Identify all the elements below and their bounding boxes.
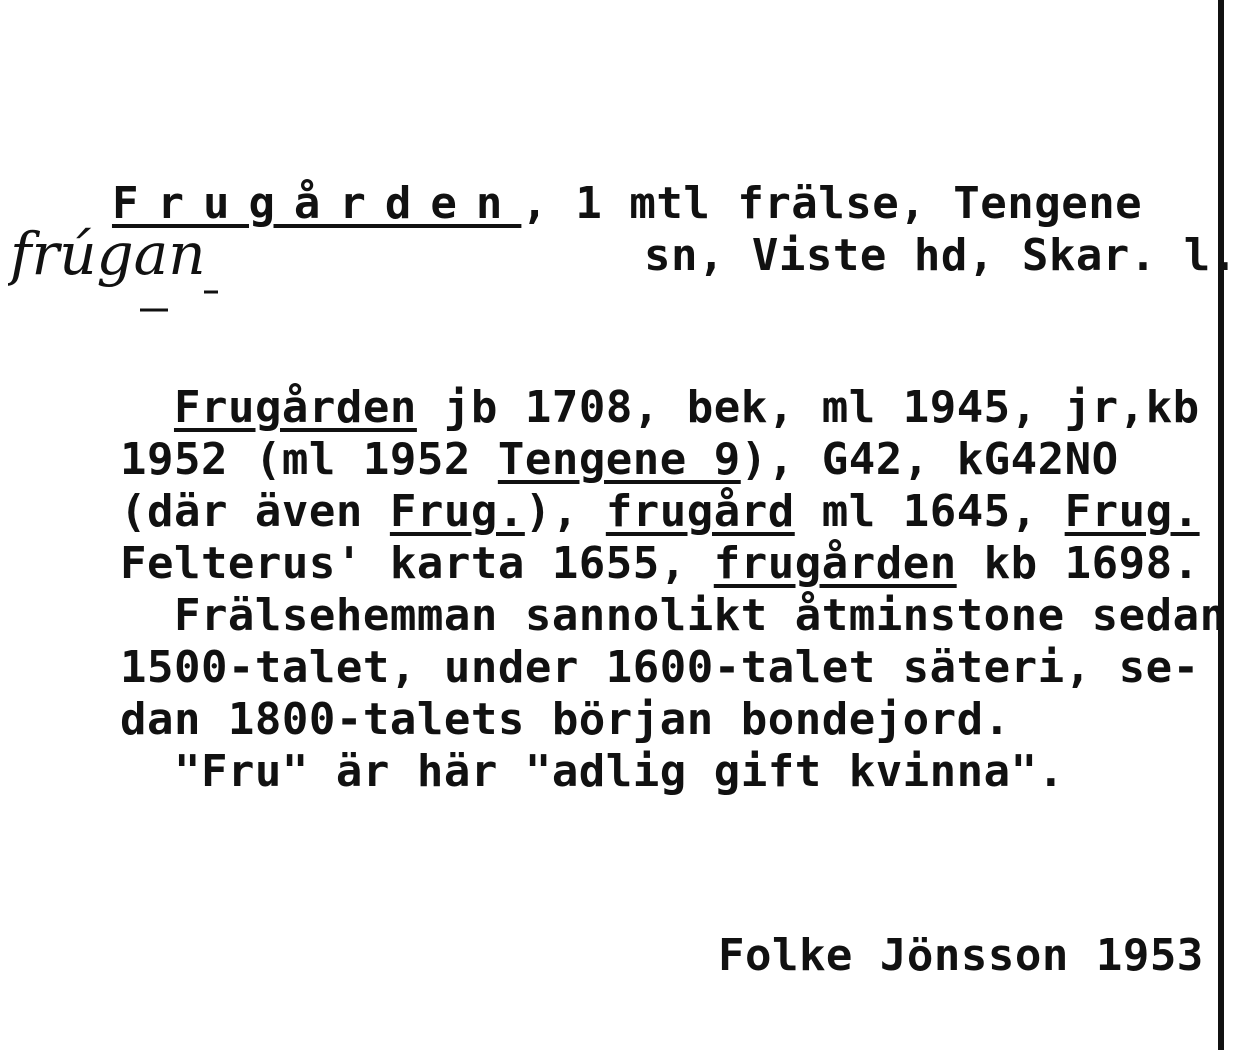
- card-edge-line: [1218, 0, 1224, 1050]
- headword-suffix: ,: [521, 178, 549, 229]
- header-line-2: [536, 178, 1238, 334]
- body-frugarden-1: Frugården: [173, 382, 417, 433]
- body-line-8: [12, 694, 1065, 850]
- handwritten-note: [8, 212, 278, 322]
- headword: Frugården: [111, 178, 522, 229]
- signature-text: Folke Jönsson 1953: [717, 930, 1204, 981]
- body-line-4-a: Felterus' karta 1655,: [119, 538, 714, 589]
- body-line-3-c: ),: [524, 486, 606, 537]
- body-tengene-9: Tengene 9: [497, 434, 741, 485]
- body-line-2-a: 1952 (ml 1952: [119, 434, 498, 485]
- body-frugarden-2: frugården: [713, 538, 957, 589]
- body-line-6-text: 1500-talet, under 1600-talet säteri, se-: [119, 642, 1200, 693]
- body-line-3-e: ml 1645,: [794, 486, 1065, 537]
- body-frug-1: Frug.: [389, 486, 525, 537]
- body-line-8-text: "Fru" är här "adlig gift kvinna".: [119, 746, 1065, 797]
- body-frugard: frugård: [605, 486, 795, 537]
- body-line-1-text: jb 1708, bek, ml 1945, jr,kb: [416, 382, 1200, 433]
- header-line-1-rest: 1 mtl frälse, Tengene: [548, 178, 1143, 229]
- body-line-4-c: kb 1698.: [956, 538, 1200, 589]
- signature: [610, 878, 1204, 1034]
- handwritten-note-text: frúgan: [10, 220, 206, 288]
- body-line-5-text: Frälsehemman sannolikt åtminstone sedan: [119, 590, 1227, 641]
- body-line-2-c: ), G42, kG42NO: [740, 434, 1119, 485]
- header-line-2-text: sn, Viste hd, Skar. l.: [643, 230, 1238, 281]
- body-line-3-a: (där även: [119, 486, 390, 537]
- body-frug-2: Frug.: [1064, 486, 1200, 537]
- body-line-7-text: dan 1800-talets början bondejord.: [119, 694, 1011, 745]
